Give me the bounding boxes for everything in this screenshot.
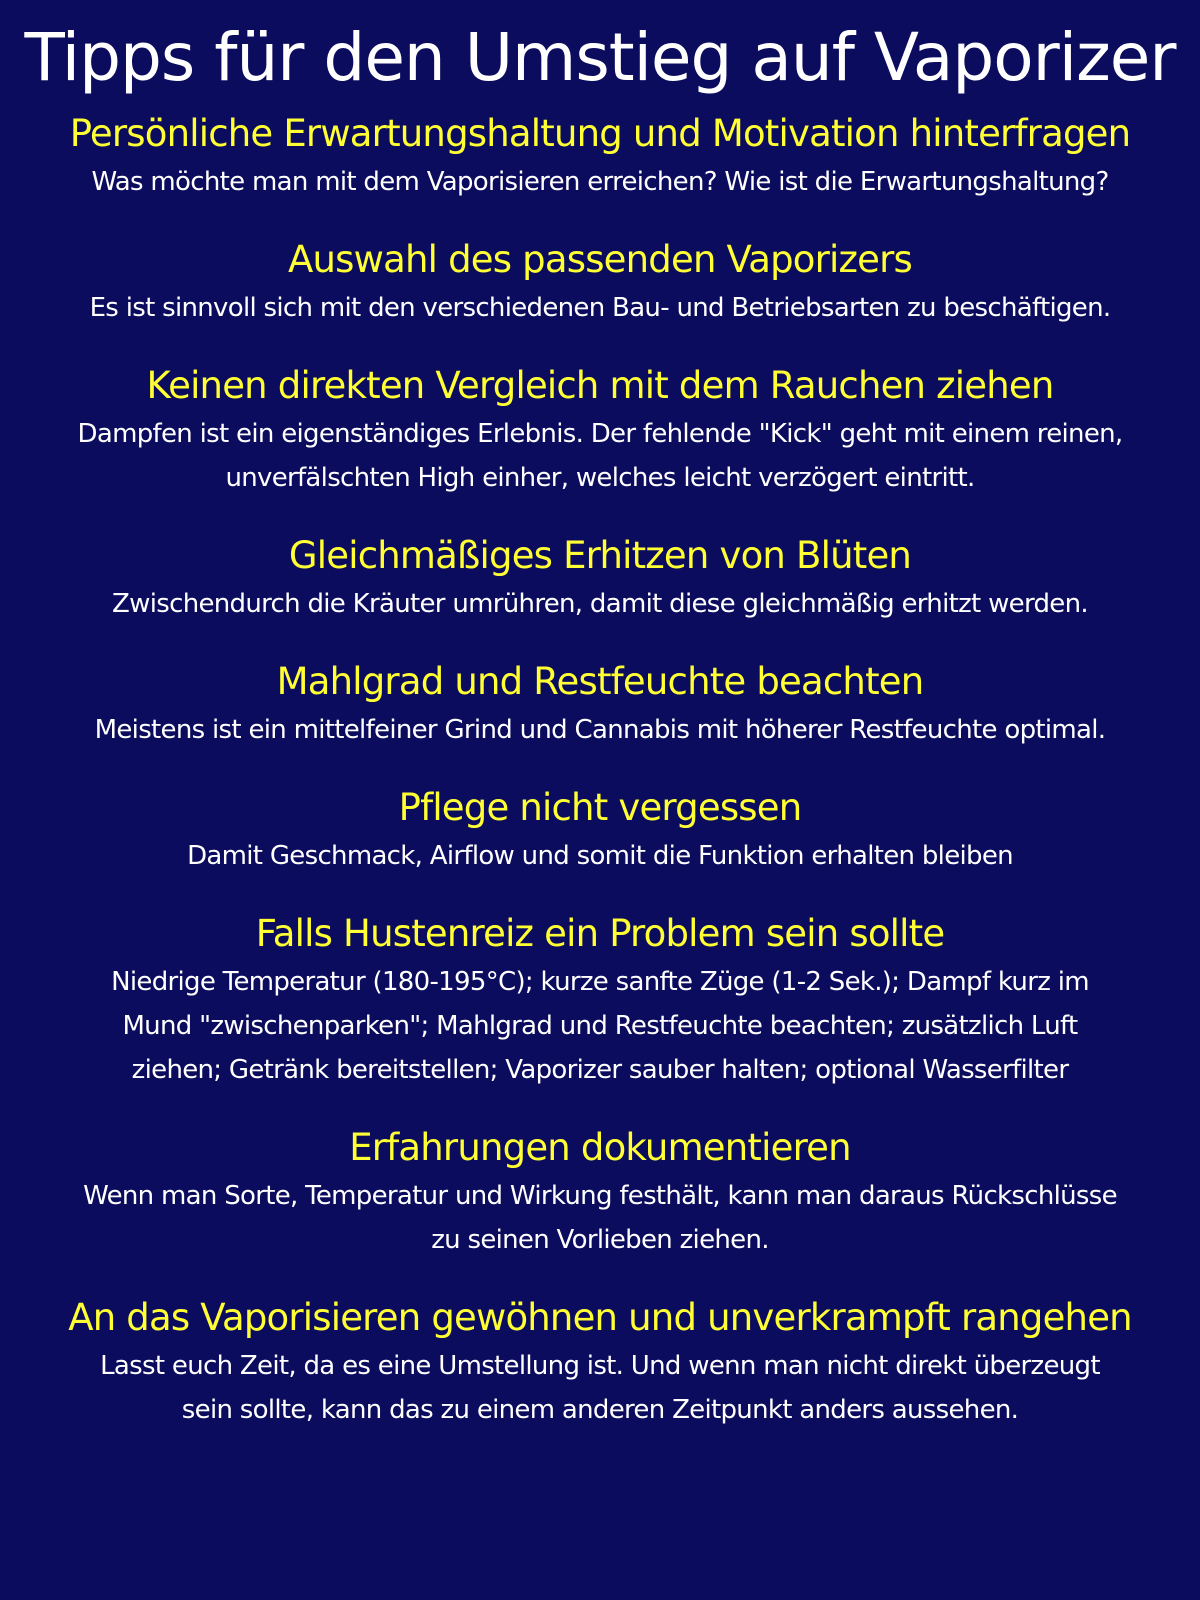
tip-heading: Auswahl des passenden Vaporizers bbox=[288, 238, 912, 281]
tip-text-line: unverfälschten High einher, welches leicht verzögert eintritt. bbox=[225, 463, 975, 493]
tip-text-line: Meistens ist ein mittelfeiner Grind und Cannabis mit höherer Restfeuchte optimal. bbox=[94, 715, 1106, 745]
tip-section bbox=[24, 1292, 1176, 1432]
tip-heading: Gleichmäßiges Erhitzen von Blüten bbox=[288, 534, 912, 577]
tip-text-line: zu seinen Vorlieben ziehen. bbox=[431, 1225, 769, 1255]
tip-section bbox=[24, 782, 1176, 878]
tip-text-line: Lasst euch Zeit, da es eine Umstellung ist. Und wenn man nicht direkt überzeugt bbox=[100, 1351, 1100, 1381]
tip-text-line: Dampfen ist ein eigenständiges Erlebnis. Der fehlende "Kick" geht mit einem reinen, bbox=[77, 419, 1123, 449]
tip-section bbox=[24, 908, 1176, 1092]
tips-list bbox=[24, 108, 1176, 1432]
tip-text-line: Damit Geschmack, Airflow und somit die Funktion erhalten bleiben bbox=[187, 841, 1013, 871]
tip-section bbox=[24, 108, 1176, 204]
tip-section bbox=[24, 1122, 1176, 1262]
tip-text-line: Niedrige Temperatur (180-195°C); kurze sanfte Züge (1-2 Sek.); Dampf kurz im bbox=[111, 967, 1089, 997]
tip-heading: Keinen direkten Vergleich mit dem Rauchen ziehen bbox=[146, 364, 1054, 407]
tip-section bbox=[24, 530, 1176, 626]
tip-text-line: Wenn man Sorte, Temperatur und Wirkung festhält, kann man daraus Rückschlüsse bbox=[83, 1181, 1117, 1211]
tip-text-line: Zwischendurch die Kräuter umrühren, damit diese gleichmäßig erhitzt werden. bbox=[112, 589, 1088, 619]
tip-heading: Falls Hustenreiz ein Problem sein sollte bbox=[255, 912, 945, 955]
tip-section bbox=[24, 656, 1176, 752]
page-title: Tipps für den Umstieg auf Vaporizer bbox=[24, 19, 1176, 96]
tip-section bbox=[24, 234, 1176, 330]
tip-text-line: ziehen; Getränk bereitstellen; Vaporizer sauber halten; optional Wasserfilter bbox=[131, 1055, 1069, 1085]
tip-text-line: Es ist sinnvoll sich mit den verschiedenen Bau- und Betriebsarten zu beschäftigen. bbox=[89, 293, 1111, 323]
tip-text-line: Mund "zwischenparken"; Mahlgrad und Restfeuchte beachten; zusätzlich Luft bbox=[122, 1011, 1078, 1041]
tip-heading: Pflege nicht vergessen bbox=[398, 786, 802, 829]
tip-heading: Persönliche Erwartungshaltung und Motivation hinterfragen bbox=[69, 112, 1131, 155]
tip-heading: An das Vaporisieren gewöhnen und unverkrampft rangehen bbox=[68, 1296, 1132, 1339]
tip-heading: Erfahrungen dokumentieren bbox=[349, 1126, 851, 1169]
tip-heading: Mahlgrad und Restfeuchte beachten bbox=[276, 660, 924, 703]
tip-section bbox=[24, 360, 1176, 500]
tip-text-line: sein sollte, kann das zu einem anderen Zeitpunkt anders aussehen. bbox=[181, 1395, 1019, 1425]
tip-text-line: Was möchte man mit dem Vaporisieren erreichen? Wie ist die Erwartungshaltung? bbox=[91, 167, 1109, 197]
